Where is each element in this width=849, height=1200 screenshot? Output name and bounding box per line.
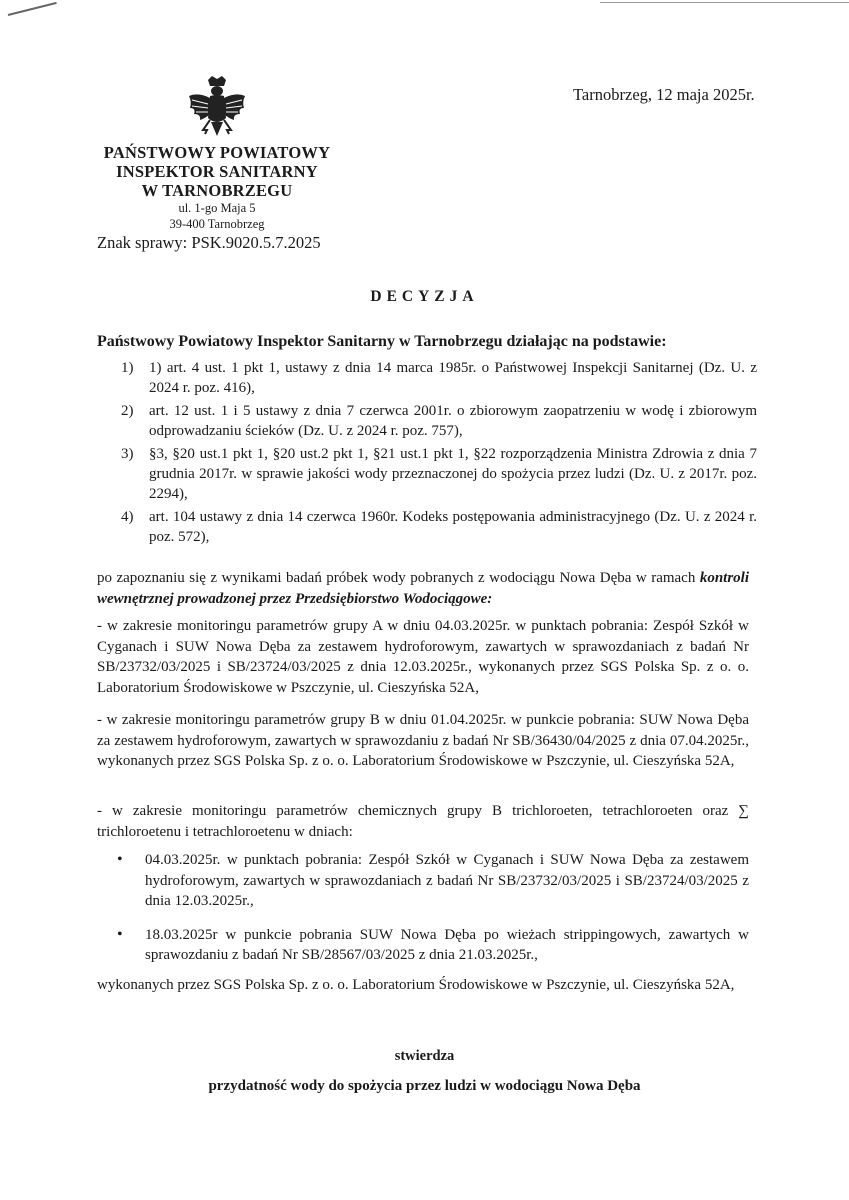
scan-edge-line — [600, 2, 849, 3]
sampling-date-item: • 04.03.2025r. w punktach pobrania: Zespół Szkół w Cyganach i SUW Nowa Dęba za zestawem hydroforowym, zawartych w sprawozdaniach z badań Nr SB/23732/03/2025 i SB/23724/03/2025 z dnia 12.03.2025r., — [117, 851, 749, 909]
legal-basis-list — [97, 358, 757, 550]
issuer-name-line-2: INSPEKTOR SANITARNY — [116, 162, 318, 181]
issuer-city: 39-400 Tarnobrzeg — [169, 217, 265, 231]
verdict-statement: przydatność wody do spożycia przez ludzi w wodociągu Nowa Dęba — [208, 1078, 641, 1094]
group-b-paragraph: - w zakresie monitoringu parametrów grupy B w dniu 01.04.2025r. w punkcie pobrania: SUW Nowa Dęba za zestawem hydroforowym, zawartych w sprawozdaniu z badań Nr SB/36430/04/2025 z dnia 07.04.2025r., wykonanych przez SGS Polska Sp. z o. o. Laboratorium Środowiskowe w Pszczynie, ul. Cieszyńska 52A, — [97, 712, 749, 769]
issuer-name-line-3: W TARNOBRZEGU — [141, 181, 293, 200]
intro-paragraph: po zapoznaniu się z wynikami badań próbek wody pobranych z wodociągu Nowa Dęba w ramach kontroli wewnętrznej prowadzonej przez Przedsiębiorstwo Wodociągowe: — [97, 570, 749, 607]
legal-basis-item: 4) art. 104 ustawy z dnia 14 czerwca 1960r. Kodeks postępowania administracyjnego (Dz. U. z 2024 r. poz. 572), — [121, 509, 757, 545]
polish-eagle-emblem-icon — [186, 74, 248, 142]
group-a-paragraph: - w zakresie monitoringu parametrów grupy A w dniu 04.03.2025r. w punktach pobrania: Zespół Szkół w Cyganach i SUW Nowa Dęba za zestawem hydroforowym, zawartych w sprawozdaniach z badań Nr SB/23732/03/2025 i SB/23724/03/2025 z dnia 12.03.2025r., wykonanych przez SGS Polska Sp. z o. o. Laboratorium Środowiskowe w Pszczynie, ul. Cieszyńska 52A, — [97, 618, 749, 696]
group-b-chemical-paragraph: - w zakresie monitoringu parametrów chemicznych grupy B trichloroeten, tetrachloroeten oraz ∑ trichloroetenu i tetrachloroetenu w dniach: — [97, 803, 749, 840]
issuer-header — [94, 143, 340, 232]
legal-basis-item: 3) §3, §20 ust.1 pkt 1, §20 ust.2 pkt 1, §21 ust.1 pkt 1, §22 rozporządzenia Ministra Zdrowia z dnia 7 grudnia 2017r. w sprawie jakości wody przeznaczonej do spożycia przez ludzi (Dz. U. z 2017r. poz. 2294), — [121, 446, 757, 502]
legal-basis-item: 2) art. 12 ust. 1 i 5 ustawy z dnia 7 czerwca 2001r. o zbiorowym zaopatrzeniu w wodę i zbiorowym odprowadzaniu ścieków (Dz. U. z 2024 r. poz. 757), — [121, 403, 757, 439]
legal-basis-item: 1) 1) art. 4 ust. 1 pkt 1, ustawy z dnia 14 marca 1985r. o Państwowej Inspekcji Sanitarnej (Dz. U. z 2024 r. poz. 416), — [121, 360, 757, 396]
intro-emphasis: kontroli wewnętrznej prowadzonej przez Przedsiębiorstwo Wodociągowe: — [97, 570, 749, 607]
sampling-dates-list — [112, 850, 749, 979]
verdict-word: stwierdza — [394, 1048, 455, 1064]
preamble: Państwowy Powiatowy Inspektor Sanitarny w Tarnobrzegu działając na podstawie: — [97, 333, 667, 350]
document-date: Tarnobrzeg, 12 maja 2025r. — [573, 85, 755, 104]
lab-closing-paragraph: wykonanych przez SGS Polska Sp. z o. o. Laboratorium Środowiskowe w Pszczynie, ul. Cieszyńska 52A, — [97, 977, 735, 993]
case-number: Znak sprawy: PSK.9020.5.7.2025 — [97, 233, 321, 252]
issuer-name-line-1: PAŃSTWOWY POWIATOWY — [103, 143, 331, 162]
issuer-street: ul. 1-go Maja 5 — [178, 201, 256, 215]
document-title: DECYZJA — [370, 288, 479, 305]
sampling-date-item: • 18.03.2025r w punkcie pobrania SUW Nowa Dęba po wieżach strippingowych, zawartych w sprawozdaniu z badań Nr SB/28567/03/2025 z dnia 21.03.2025r., — [117, 925, 749, 963]
pen-mark — [8, 2, 57, 16]
